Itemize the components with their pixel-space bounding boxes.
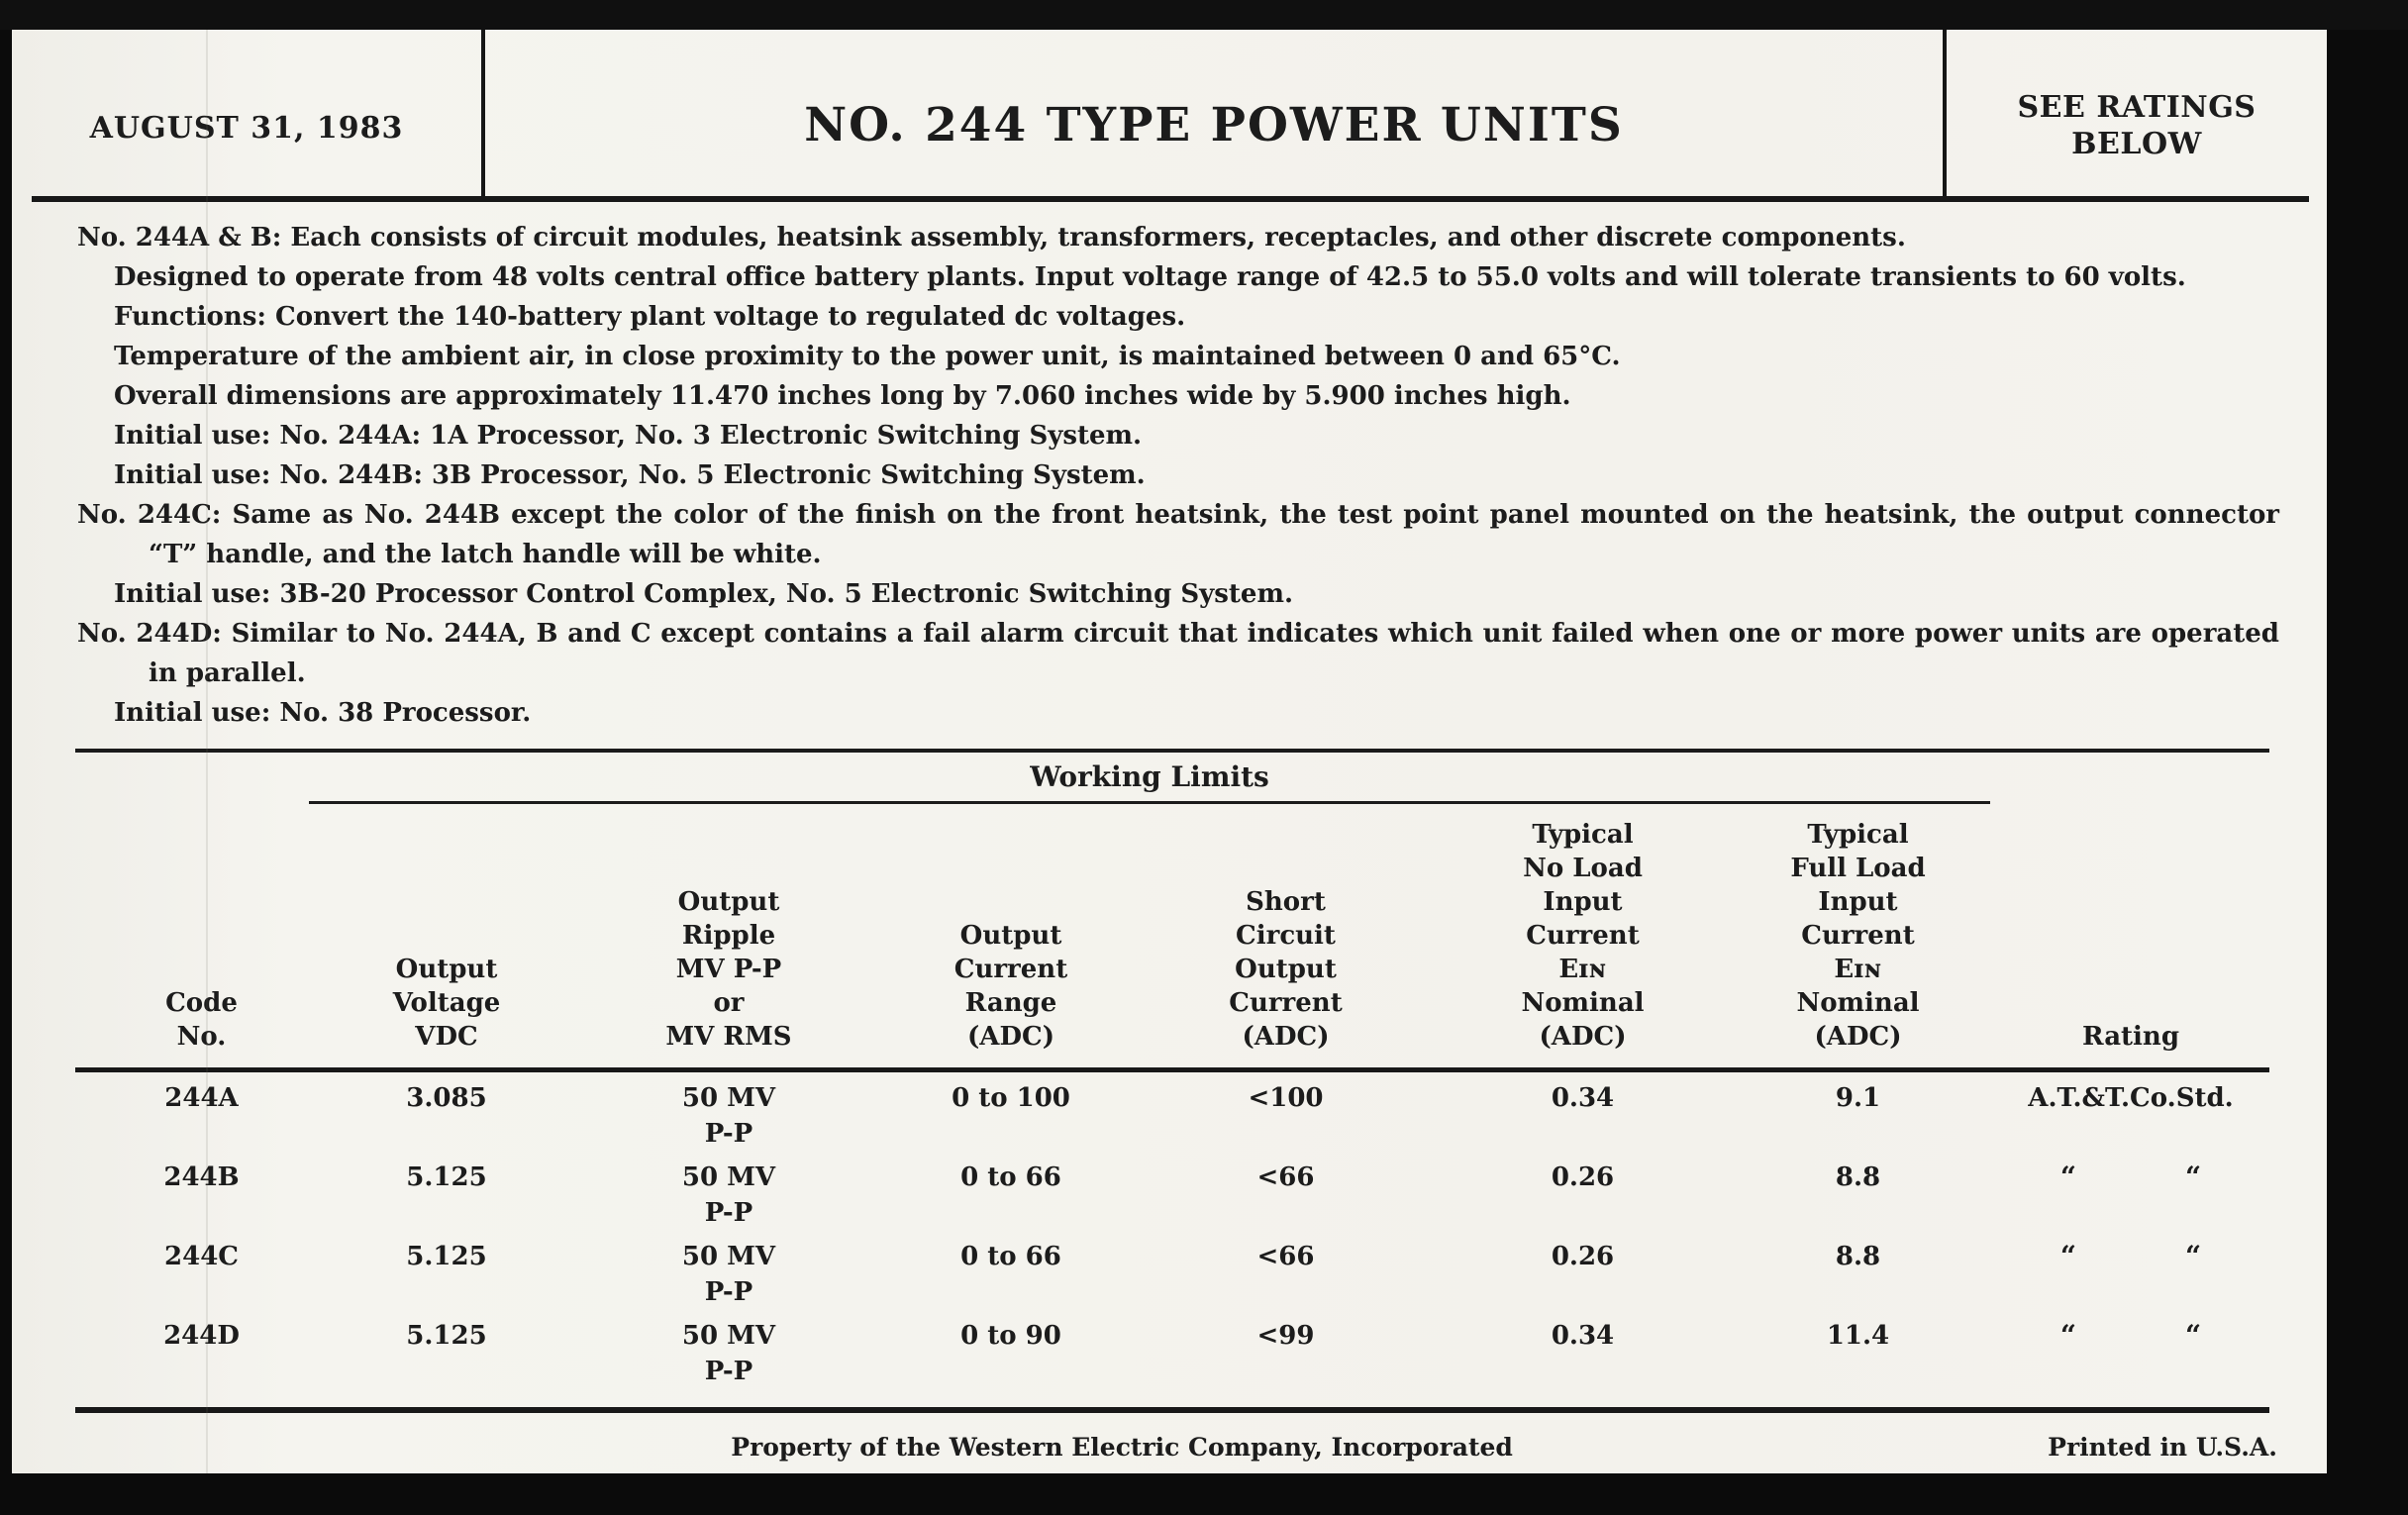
column-header-no-load: Typical No Load Input Current Eɪɴ Nominal (ADC) [1442,804,1724,1070]
cell-current-range: 0 to 66 [960,1242,1061,1271]
scan-border-top [0,0,2408,30]
column-header-short-circuit: Short Circuit Output Current (ADC) [1130,804,1442,1070]
table-row-244b [75,1152,2269,1231]
cell-code: 244D [163,1321,240,1351]
ditto-mark: “ [2059,1240,2076,1272]
paragraph-functions: Functions: Convert the 140-battery plant voltage to regulated dc voltages. [114,302,1186,332]
working-limits-table [75,804,2269,1407]
ratings-note [1943,30,2327,196]
cell-ripple-line1: 50 MV [681,1242,776,1271]
cell-ripple [565,1231,892,1310]
paragraph-temperature: Temperature of the ambient air, in close proximity to the power unit, is maintained between 0 and 65°C. [114,342,1621,371]
paragraph-dimensions: Overall dimensions are approximately 11.470 inches long by 7.060 inches wide by 5.900 inches high. [114,381,1571,411]
ditto-mark: “ [2059,1161,2076,1193]
table-row-244a [75,1070,2269,1153]
cell-rating [1992,1152,2269,1231]
cell-ripple-line2: P-P [704,1357,753,1386]
table-row-244c [75,1231,2269,1310]
table-row-244d [75,1310,2269,1407]
cell-voltage: 5.125 [406,1321,487,1351]
cell-current-range: 0 to 90 [960,1321,1061,1351]
paragraph-244c: No. 244C: Same as No. 244B except the color of the finish on the front heatsink, the test point panel mounted on the heatsink, the output connector “T” handle, and the latch handle will be white. [77,500,2279,569]
column-header-current-range: Output Current Range (ADC) [892,804,1130,1070]
ratings-note-line1: SEE RATINGS [2017,90,2257,125]
document-footer [12,1413,2327,1462]
cell-rating [1992,1310,2269,1407]
cell-ripple [565,1070,892,1153]
cell-full-load: 11.4 [1826,1321,1890,1351]
cell-ripple-line1: 50 MV [681,1162,776,1192]
cell-rating [1992,1231,2269,1310]
ratings-note-line2: BELOW [2071,127,2202,161]
document-page [12,30,2327,1473]
cell-code: 244C [164,1242,239,1271]
cell-ripple [565,1152,892,1231]
cell-rating: A.T.&T.Co.Std. [2028,1083,2234,1113]
cell-full-load: 9.1 [1835,1083,1881,1113]
cell-code: 244B [163,1162,240,1192]
cell-short-circuit: <100 [1248,1083,1324,1113]
cell-ripple [565,1310,892,1407]
cell-current-range: 0 to 100 [952,1083,1070,1113]
paragraph-designed: Designed to operate from 48 volts central office battery plants. Input voltage range of 42.5 to 55.0 volts and will tolerate transients to 60 volts. [114,262,2186,292]
property-notice: Property of the Western Electric Company, Incorporated [731,1433,1513,1462]
page-title: NO. 244 TYPE POWER UNITS [804,97,1624,152]
document-date: AUGUST 31, 1983 [12,30,485,196]
ditto-mark: “ [2185,1319,2202,1352]
cell-voltage: 5.125 [406,1162,487,1192]
cell-voltage: 5.125 [406,1242,487,1271]
cell-ripple-line1: 50 MV [681,1083,776,1113]
cell-short-circuit: <66 [1256,1162,1315,1192]
cell-full-load: 8.8 [1835,1242,1881,1271]
cell-no-load: 0.26 [1551,1162,1615,1192]
cell-short-circuit: <66 [1256,1242,1315,1271]
cell-ripple-line2: P-P [704,1198,753,1228]
cell-short-circuit: <99 [1256,1321,1315,1351]
document-header [12,30,2327,196]
paragraph-initial-use-244c: Initial use: 3B-20 Processor Control Complex, No. 5 Electronic Switching System. [114,579,1294,609]
column-header-code: Code No. [75,804,328,1070]
cell-code: 244A [164,1083,239,1113]
cell-voltage: 3.085 [406,1083,487,1113]
cell-no-load: 0.26 [1551,1242,1615,1271]
ditto-mark: “ [2059,1319,2076,1352]
description-section [12,202,2327,741]
ditto-mark: “ [2185,1240,2202,1272]
cell-ripple-line1: 50 MV [681,1321,776,1351]
column-header-ripple: Output Ripple MV P-P or MV RMS [565,804,892,1070]
cell-ripple-line2: P-P [704,1119,753,1149]
cell-no-load: 0.34 [1551,1321,1615,1351]
table-header [75,804,2269,1070]
cell-ripple-line2: P-P [704,1277,753,1307]
cell-current-range: 0 to 66 [960,1162,1061,1192]
paragraph-initial-use-244d: Initial use: No. 38 Processor. [114,698,532,728]
paragraph-initial-use-244a: Initial use: No. 244A: 1A Processor, No. 3 Electronic Switching System. [114,421,1143,451]
paragraph-244d: No. 244D: Similar to No. 244A, B and C except contains a fail alarm circuit that indicates which unit failed when one or more power units are operated in parallel. [77,619,2279,688]
ditto-mark: “ [2185,1161,2202,1193]
paragraph-initial-use-244b: Initial use: No. 244B: 3B Processor, No. 5 Electronic Switching System. [114,460,1146,490]
column-header-rating: Rating [1992,804,2269,1070]
column-header-voltage: Output Voltage VDC [328,804,565,1070]
cell-no-load: 0.34 [1551,1083,1615,1113]
cell-full-load: 8.8 [1835,1162,1881,1192]
paragraph-244ab: No. 244A & B: Each consists of circuit modules, heatsink assembly, transformers, receptacles, and other discrete components. [77,223,1906,252]
column-header-full-load: Typical Full Load Input Current Eɪɴ Nominal (ADC) [1724,804,1992,1070]
printed-in-usa: Printed in U.S.A. [2048,1433,2277,1462]
working-limits-title: Working Limits [309,753,1990,804]
